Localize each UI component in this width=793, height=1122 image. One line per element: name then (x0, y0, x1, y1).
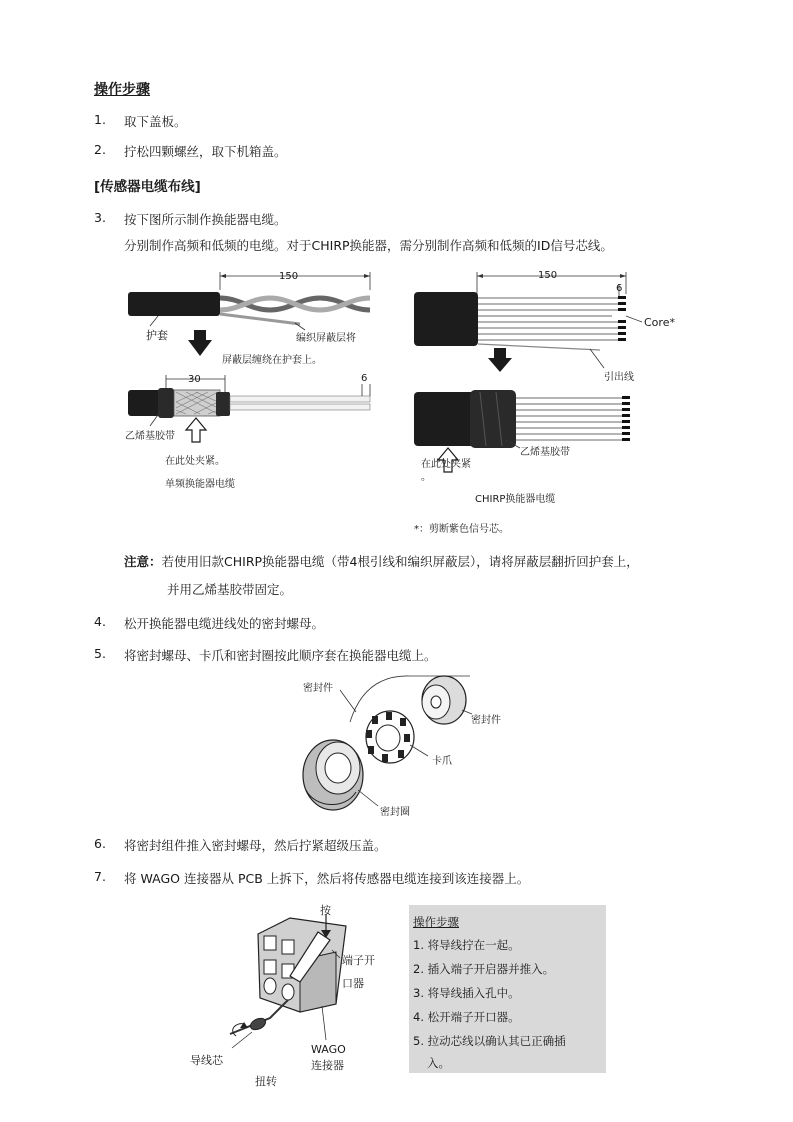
dim-6-right: 6 (616, 283, 623, 294)
step-7-text: 将 WAGO 连接器从 PCB 上拆下，然后将传感器电缆连接到该连接器上。 (124, 871, 530, 886)
core-wire-label: 导线芯 (190, 1054, 223, 1067)
claw-label: 卡爪 (432, 756, 452, 767)
section-title: 操作步骤 (94, 82, 150, 98)
clamp-label-right-1: 在此处夹紧 (421, 459, 471, 470)
dim-30: 30 (188, 374, 201, 385)
step-4-text: 松开换能器电缆进线处的密封螺母。 (124, 616, 325, 631)
procedure-item: 4. 松开端子开口器。 (413, 1010, 520, 1024)
step-5-text: 将密封螺母、卡爪和密封圈按此顺序套在换能器电缆上。 (124, 648, 437, 663)
opener-label-1: 端子开 (342, 954, 375, 967)
clamp-label-right-2: 。 (421, 472, 431, 483)
procedure-item: 3. 将导线插入孔中。 (413, 986, 520, 1000)
note-label: 注意： (124, 554, 162, 569)
step-4-number: 4. (94, 614, 106, 629)
caption-left: 单频换能器电缆 (165, 479, 235, 490)
seal-label: 密封件 (471, 715, 501, 726)
clamp-label-left: 在此处夹紧。 (165, 456, 225, 467)
procedure-item: 入。 (427, 1056, 450, 1070)
step-5-number: 5. (94, 646, 106, 661)
step-1-number: 1. (94, 112, 106, 127)
procedure-item: 2. 插入端子开启器并推入。 (413, 962, 555, 976)
step-2-text: 拧松四颗螺丝，取下机箱盖。 (124, 144, 287, 159)
caption-right: CHIRP换能器电缆 (475, 494, 556, 505)
note-line-2: 并用乙烯基胶带固定。 (167, 582, 293, 597)
step-3-subtext: 分别制作高频和低频的电缆。对于CHIRP换能器，需分别制作高频和低频的ID信号芯线。 (124, 238, 613, 253)
procedure-box-title: 操作步骤 (413, 915, 459, 929)
step-2-number: 2. (94, 142, 106, 157)
step-7-number: 7. (94, 869, 106, 884)
footnote: *：剪断紫色信号芯。 (414, 524, 509, 535)
wago-label-2: 连接器 (311, 1059, 344, 1072)
twist-label: 扭转 (255, 1075, 277, 1088)
step-3-number: 3. (94, 210, 106, 225)
dim-150-right: 150 (538, 270, 558, 281)
subsection-title: [传感器电缆布线] (94, 179, 201, 195)
tape-label-right: 乙烯基胶带 (520, 447, 570, 458)
seal-set-label: 密封件 (303, 683, 333, 694)
step-1-text: 取下盖板。 (124, 114, 187, 129)
procedure-item: 5. 拉动芯线以确认其已正确插 (413, 1034, 566, 1048)
core-label: Core* (644, 316, 675, 329)
braid-label-2: 屏蔽层缠绕在护套上。 (222, 355, 322, 366)
opener-label-2: 口器 (342, 977, 364, 990)
dim-150-left: 150 (279, 271, 299, 282)
step-6-number: 6. (94, 836, 106, 851)
seal-ring-label: 密封圈 (380, 807, 410, 818)
sheath-label: 护套 (146, 329, 168, 342)
step-6-text: 将密封组件推入密封螺母，然后拧紧超级压盖。 (124, 838, 387, 853)
note-line-1: 若使用旧款CHIRP换能器电缆（带4根引线和编织屏蔽层），请将屏蔽层翻折回护套上， (161, 554, 639, 569)
procedure-box (409, 905, 606, 1073)
wago-label-1: WAGO (311, 1043, 346, 1056)
tape-label-left: 乙烯基胶带 (125, 431, 175, 442)
procedure-item: 1. 将导线拧在一起。 (413, 938, 520, 952)
dim-6-left: 6 (361, 373, 368, 384)
step-3-text: 按下图所示制作换能器电缆。 (124, 212, 287, 227)
braid-label-1: 编织屏蔽层将 (296, 333, 356, 344)
press-label: 按 (320, 904, 331, 917)
lead-label: 引出线 (604, 372, 634, 383)
